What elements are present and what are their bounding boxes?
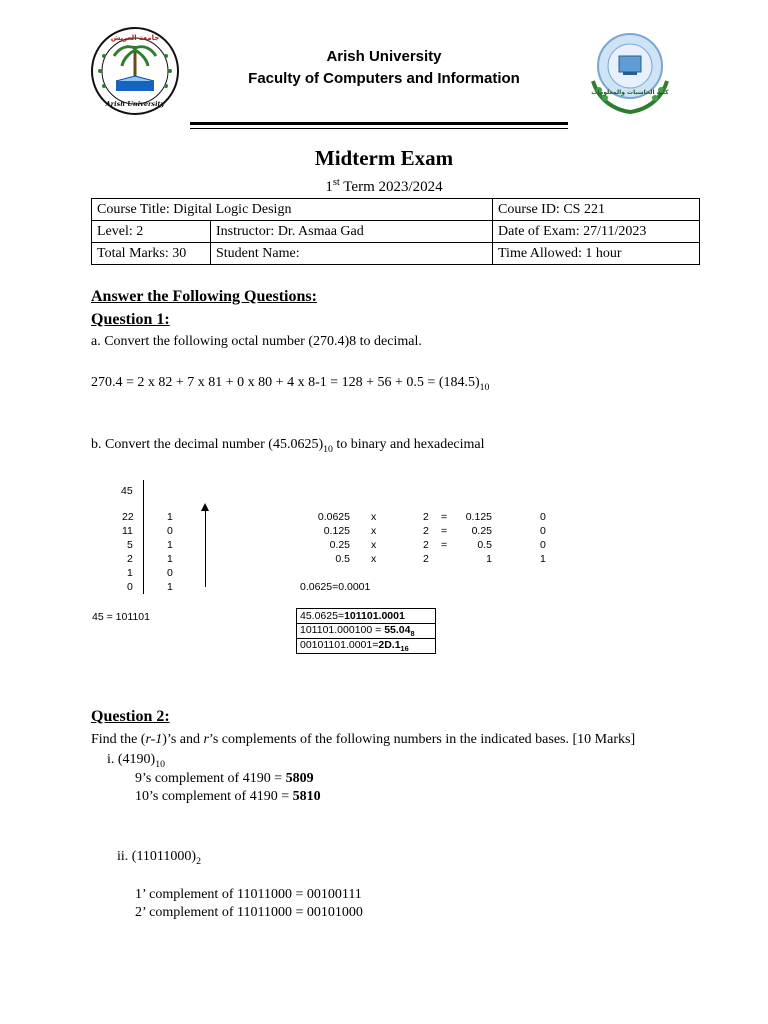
question-2-label: Question 2:: [91, 708, 170, 725]
exam-title: Midterm Exam: [314, 146, 454, 170]
question-1b-text: b. Convert the decimal number $(45.0625)_{10}$ to binary and hexadecimal: [91, 437, 485, 455]
question-1a-answer: 270.4 = 2 x 82 + 7 x 81 + 0 x 80 + 4 x $8-1 = 128 + 56 + 0.5 = (184.5)_{10}$: [91, 375, 490, 393]
total-marks-cell: Total Marks: 30: [92, 243, 211, 265]
multiply-sign: x: [371, 539, 377, 551]
product-result: 0.25: [471, 525, 492, 537]
multiplier: 2: [423, 539, 429, 551]
quotient: 2: [127, 553, 133, 565]
remainder: 1: [167, 511, 173, 523]
up-arrow-line: [205, 505, 206, 587]
division-divider: [143, 480, 144, 594]
remainder: 1: [167, 553, 173, 565]
fraction-value: 0.5: [335, 553, 350, 565]
fraction-bit: 1: [540, 553, 546, 565]
remainder: 0: [167, 567, 173, 579]
instructor-cell: Instructor: Dr. Asmaa Gad: [211, 221, 493, 243]
multiply-sign: x: [371, 525, 377, 537]
multiply-sign: x: [371, 511, 377, 523]
quotient: 1: [127, 567, 133, 579]
question-2ii-label: ii. $(11011000)_2$: [117, 849, 201, 867]
tens-complement: 10’s complement of 4190 = 5810: [135, 789, 321, 804]
left-logo-caption: Arish University: [105, 100, 165, 108]
equals-sign: =: [441, 525, 448, 537]
up-arrow-icon: [201, 503, 209, 511]
multiply-sign: x: [371, 553, 377, 565]
exam-term: 1st Term 2023/2024: [325, 177, 443, 195]
exam-date-cell: Date of Exam: 27/11/2023: [493, 221, 700, 243]
time-allowed-cell: Time Allowed: 1 hour: [493, 243, 700, 265]
multiplier: 2: [423, 525, 429, 537]
integer-result: 45 = 101101: [92, 611, 150, 623]
fraction-value: 0.125: [323, 525, 350, 537]
division-top-value: 45: [121, 485, 133, 497]
student-name-cell: Student Name:: [211, 243, 493, 265]
multiplier: 2: [423, 553, 429, 565]
instructions-heading: Answer the Following Questions:: [91, 288, 317, 305]
arish-university-logo-icon: [90, 26, 180, 116]
conversion-results-box: [296, 608, 436, 654]
ones-complement: 1’ complement of 11011000 = 00100111: [135, 887, 362, 902]
binary-result: 45.0625=101101.0001: [297, 609, 436, 624]
fraction-bit: 0: [540, 511, 546, 523]
quotient: 5: [127, 539, 133, 551]
octal-result: $101101.000100 = 55.04_8$: [297, 624, 436, 639]
left-logo-arabic-text: جامعة العريش: [110, 34, 160, 42]
remainder: 1: [167, 581, 173, 593]
question-1a-text: a. Convert the following octal number (270.4)8 to decimal.: [91, 334, 422, 349]
header-rule-thin: [190, 128, 568, 129]
right-logo-arabic-text: كلية الحاسبات والمعلومات: [591, 89, 669, 96]
fraction-bit: 0: [540, 539, 546, 551]
question-2-intro: Find the (r-1)’s and r’s complements of the following numbers in the indicated bases. [10 Marks]: [91, 732, 636, 747]
header-rule-thick: [190, 122, 568, 125]
twos-complement: 2’ complement of 11011000 = 00101000: [135, 905, 363, 920]
quotient: 22: [122, 511, 134, 523]
question-1-label: Question 1:: [91, 311, 170, 328]
faculty-name: Faculty of Computers and Information: [248, 70, 520, 87]
faculty-logo-icon: [585, 26, 675, 116]
level-cell: Level: 2: [92, 221, 211, 243]
remainder: 0: [167, 525, 173, 537]
course-id-cell: Course ID: CS 221: [493, 199, 700, 221]
nines-complement: 9’s complement of 4190 = 5809: [135, 771, 314, 786]
quotient: 0: [127, 581, 133, 593]
course-title-cell: Course Title: Digital Logic Design: [92, 199, 493, 221]
remainder: 1: [167, 539, 173, 551]
hex-result: $00101101.0001=2D.1_{16}$: [297, 639, 436, 654]
course-info-table: [91, 198, 700, 265]
fraction-bit: 0: [540, 525, 546, 537]
fraction-summary: 0.0625=0.0001: [300, 581, 371, 593]
university-name: Arish University: [326, 48, 442, 65]
multiplier: 2: [423, 511, 429, 523]
product-result: 1: [486, 553, 492, 565]
fraction-value: 0.0625: [317, 511, 350, 523]
equals-sign: =: [441, 539, 448, 551]
equals-sign: =: [441, 511, 448, 523]
quotient: 11: [122, 525, 133, 537]
product-result: 0.5: [477, 539, 492, 551]
question-2i-label: i. $(4190)_{10}$: [107, 752, 166, 770]
product-result: 0.125: [465, 511, 492, 523]
fraction-value: 0.25: [329, 539, 350, 551]
